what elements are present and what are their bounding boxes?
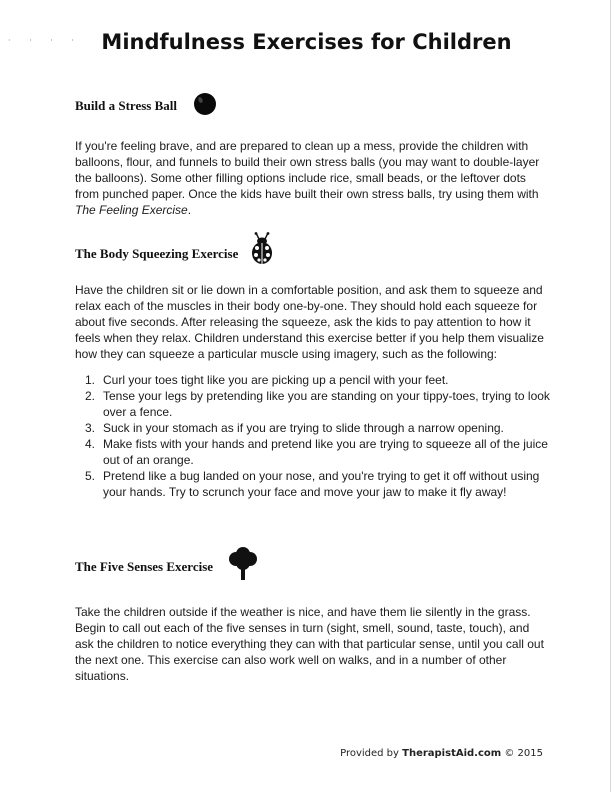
- section-heading: [75, 92, 550, 120]
- step-number: 2.: [84, 389, 95, 403]
- ladybug-icon: [250, 232, 274, 270]
- footer-credit: [340, 748, 543, 759]
- exercise-reference: The Feeling Exercise: [75, 203, 188, 217]
- section-stress-ball: [75, 92, 550, 218]
- section-five-senses: [75, 550, 550, 684]
- body-text: If you're feeling brave, and are prepared to clean up a mess, provide the children with balloons, flour, and funnels to build their own stress balls (you may want to double-layer the balloons). Some other filling options include rice, small beads, or the leftover dots from punched paper. Once the kids have built their own stress balls, try using them with: [75, 139, 540, 201]
- tree-icon: [227, 546, 259, 584]
- body-end: .: [187, 203, 192, 217]
- page-title: Mindfulness Exercises for Children: [101, 30, 512, 54]
- heading-text: Build a Stress Ball: [75, 98, 177, 113]
- list-item: [75, 388, 550, 420]
- list-item: [75, 436, 550, 468]
- step-number: 5.: [84, 469, 95, 483]
- section-heading: [75, 550, 550, 584]
- list-item: [75, 372, 550, 388]
- balloon-icon: [193, 92, 217, 120]
- heading-text: The Five Senses Exercise: [75, 559, 214, 574]
- section-body-squeezing: [75, 238, 550, 500]
- section-body: [75, 138, 550, 218]
- list-item: [75, 420, 550, 436]
- heading-text: The Body Squeezing Exercise: [75, 246, 239, 261]
- scan-specks: · · · ·: [8, 36, 82, 45]
- footer-site: TherapistAid.com: [402, 748, 502, 759]
- footer-copyright: © 2015: [501, 748, 543, 759]
- section-body: Take the children outside if the weather is nice, and have them lie silently in the grass. Begin to call out each of the five senses in turn (sight, smell, sound, taste, touch), and ask the children to notice everything they can with that particular sense, until you call out the next one. This exercise can also work well on walks, and in a number of other situations.: [75, 605, 544, 683]
- section-body: Have the children sit or lie down in a comfortable position, and ask them to squeeze and relax each of the muscles in their body one-by-one. They should hold each squeeze for about five seconds. After releasing the squeeze, ask the kids to pay attention to how it feels when they relax. Children understand this exercise better if you help them visualize how they can squeeze a particular muscle using imagery, such as the following:: [75, 283, 544, 361]
- step-text: Make fists with your hands and pretend like you are trying to squeeze all of the juice out of an orange.: [103, 437, 548, 467]
- list-item: [75, 468, 550, 500]
- steps-list: [75, 372, 550, 500]
- step-text: Pretend like a bug landed on your nose, and you're trying to get it off without using your hands. Try to scrunch your face and move your jaw to make it fly away!: [103, 469, 540, 499]
- step-text: Suck in your stomach as if you are trying to slide through a narrow opening.: [103, 421, 504, 435]
- footer-prefix: Provided by: [340, 748, 403, 759]
- section-heading: [75, 238, 550, 270]
- step-number: 3.: [84, 421, 95, 435]
- step-text: Tense your legs by pretending like you are standing on your tippy-toes, trying to look over a fence.: [103, 389, 550, 419]
- step-number: 1.: [84, 373, 95, 387]
- step-number: 4.: [84, 437, 95, 451]
- step-text: Curl your toes tight like you are picking up a pencil with your feet.: [103, 373, 449, 387]
- scan-edge: [610, 0, 611, 792]
